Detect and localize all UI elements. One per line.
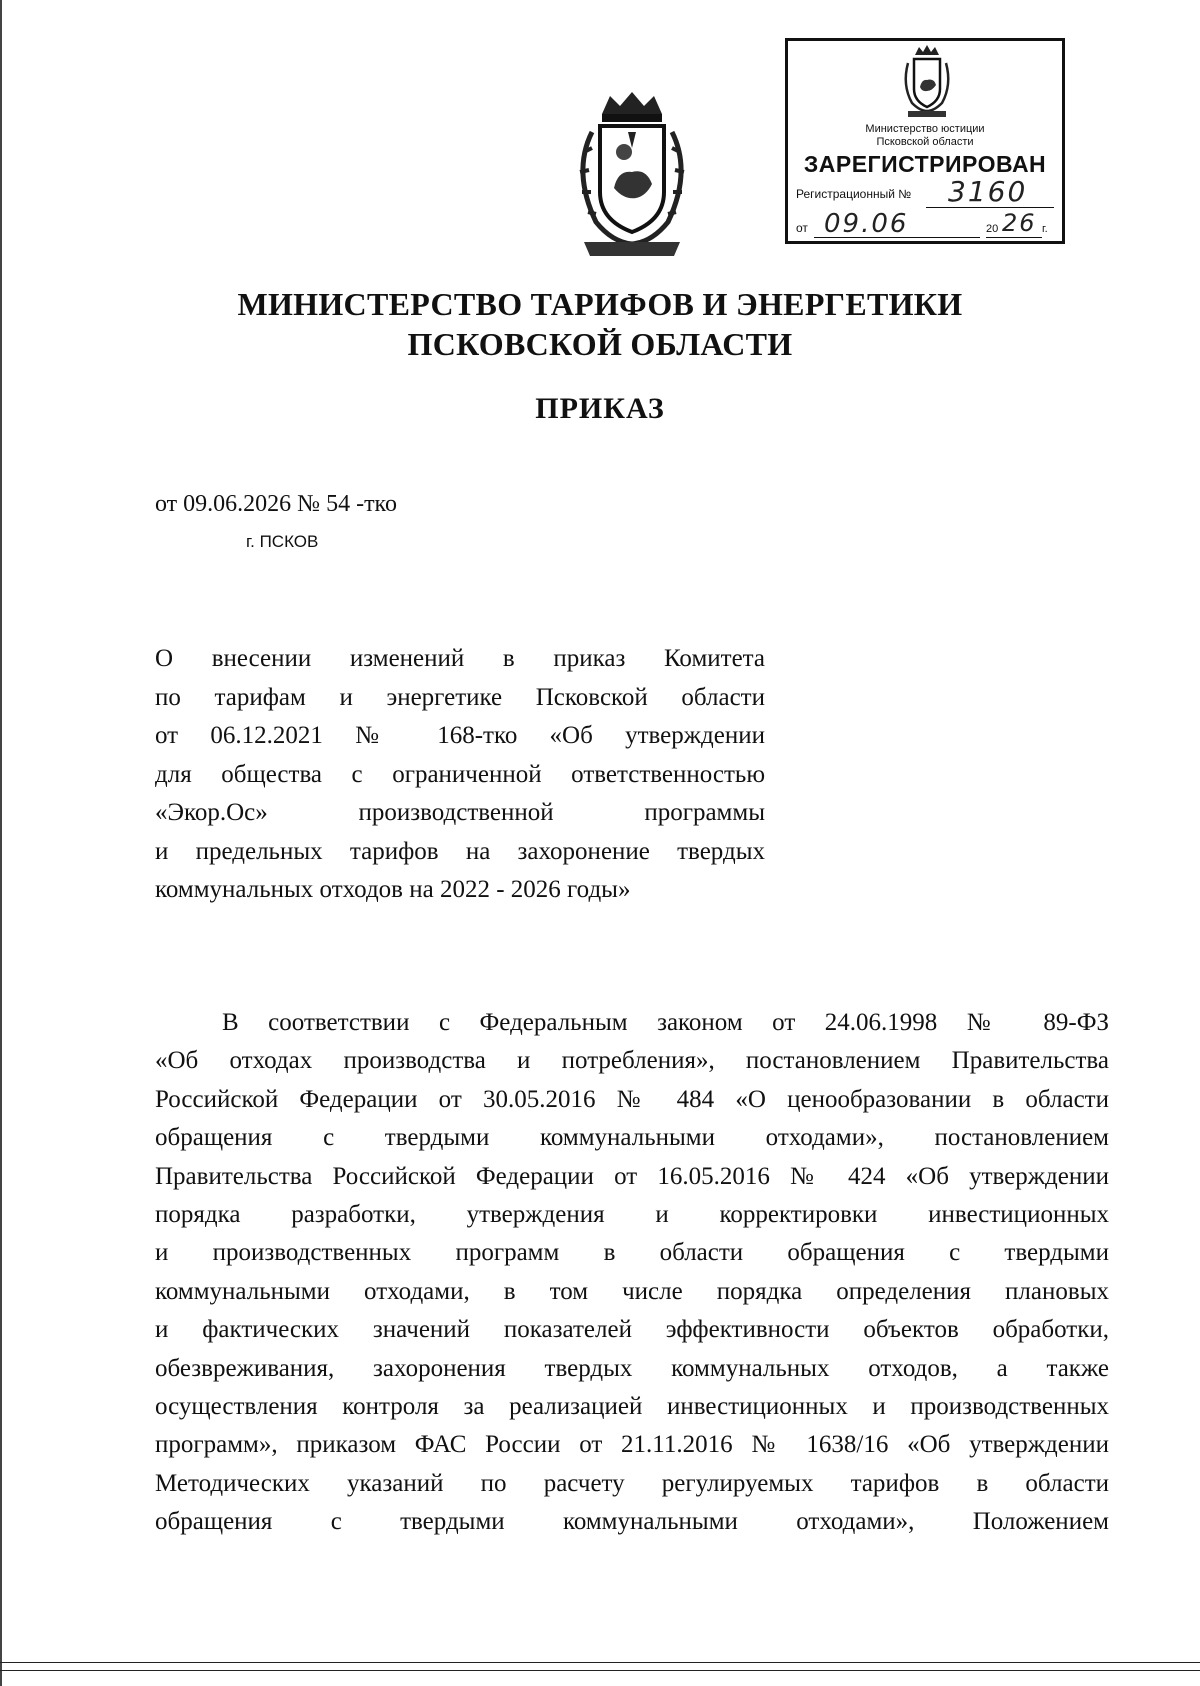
stamp-year-underline [986, 237, 1042, 238]
subject-line: и предельных тарифов на захоронение твердых [155, 837, 765, 865]
ministry-title [0, 284, 1200, 364]
subject-line: коммунальных отходов на 2022 - 2026 годы» [155, 876, 631, 903]
stamp-date-prefix: от [796, 221, 808, 235]
subject-line: от 06.12.2021 № 168-тко «Об утверждении [155, 722, 765, 749]
ministry-title-line1: МИНИСТЕРСТВО ТАРИФОВ И ЭНЕРГЕТИКИ [237, 286, 963, 322]
body-line: Методических указаний по расчету регулируемых тарифов в области [155, 1469, 1109, 1497]
stamp-year-suffix: 26 [1002, 209, 1037, 237]
ministry-title-line2: ПСКОВСКОЙ ОБЛАСТИ [407, 326, 793, 362]
subject-line: О внесении изменений в приказ Комитета [155, 645, 765, 672]
order-date-number: от 09.06.2026 № 54 -тко [155, 491, 397, 517]
body-line: коммунальными отходами, в том числе порядка определения плановых [155, 1277, 1109, 1305]
body-line: Российской Федерации от 30.05.2016 № 484 «О ценообразовании в области [155, 1085, 1109, 1113]
body-line: обращения с твердыми коммунальными отходами», Положением [155, 1508, 1109, 1536]
stamp-reg-label: Регистрационный № [796, 187, 912, 201]
coat-of-arms-emblem [562, 92, 702, 262]
stamp-year-prefix: 20 [986, 223, 999, 235]
body-line: обезвреживания, захоронения твердых коммунальных отходов, а также [155, 1354, 1109, 1382]
body-line: Правительства Российской Федерации от 16.05.2016 № 424 «Об утверждении [155, 1162, 1109, 1190]
body-line: и производственных программ в области обращения с твердыми [155, 1239, 1109, 1267]
stamp-org-line1: Министерство юстиции [865, 123, 985, 135]
stamp-date-value: 09.06 [824, 209, 909, 239]
body-line: осуществления контроля за реализацией инвестиционных и производственных [155, 1393, 1109, 1421]
registration-stamp [785, 38, 1065, 244]
subject-line: по тарифам и энергетике Псковской области [155, 683, 765, 711]
page-bottom-rule [0, 1670, 1200, 1671]
subject-line: для общества с ограниченной ответственностью [155, 760, 765, 788]
order-body [155, 1004, 1109, 1542]
body-line: порядка разработки, утверждения и корректировки инвестиционных [155, 1201, 1109, 1229]
stamp-status: ЗАРЕГИСТРИРОВАН [803, 151, 1047, 177]
scan-edge [0, 0, 2, 1686]
stamp-year-end: г. [1042, 223, 1048, 235]
order-subject [155, 640, 765, 910]
body-line: программ», приказом ФАС России от 21.11.2016 № 1638/16 «Об утверждении [155, 1431, 1109, 1459]
stamp-org-line2: Псковской области [876, 136, 974, 148]
document-type: ПРИКАЗ [535, 392, 665, 425]
subject-line: «Экор.Ос» производственной программы [155, 799, 765, 826]
stamp-reg-number: 3160 [948, 175, 1028, 208]
body-line: обращения с твердыми коммунальными отходами», постановлением [155, 1124, 1109, 1152]
order-city: г. ПСКОВ [246, 532, 319, 551]
body-line: «Об отходах производства и потребления», постановлением Правительства [155, 1047, 1109, 1075]
body-line: и фактических значений показателей эффективности объектов обработки, [155, 1316, 1109, 1344]
body-line: В соответствии с Федеральным законом от 24.06.1998 № 89-ФЗ [222, 1009, 1109, 1036]
stamp-emblem-icon [900, 45, 954, 119]
page-bottom-rule [0, 1662, 1200, 1663]
